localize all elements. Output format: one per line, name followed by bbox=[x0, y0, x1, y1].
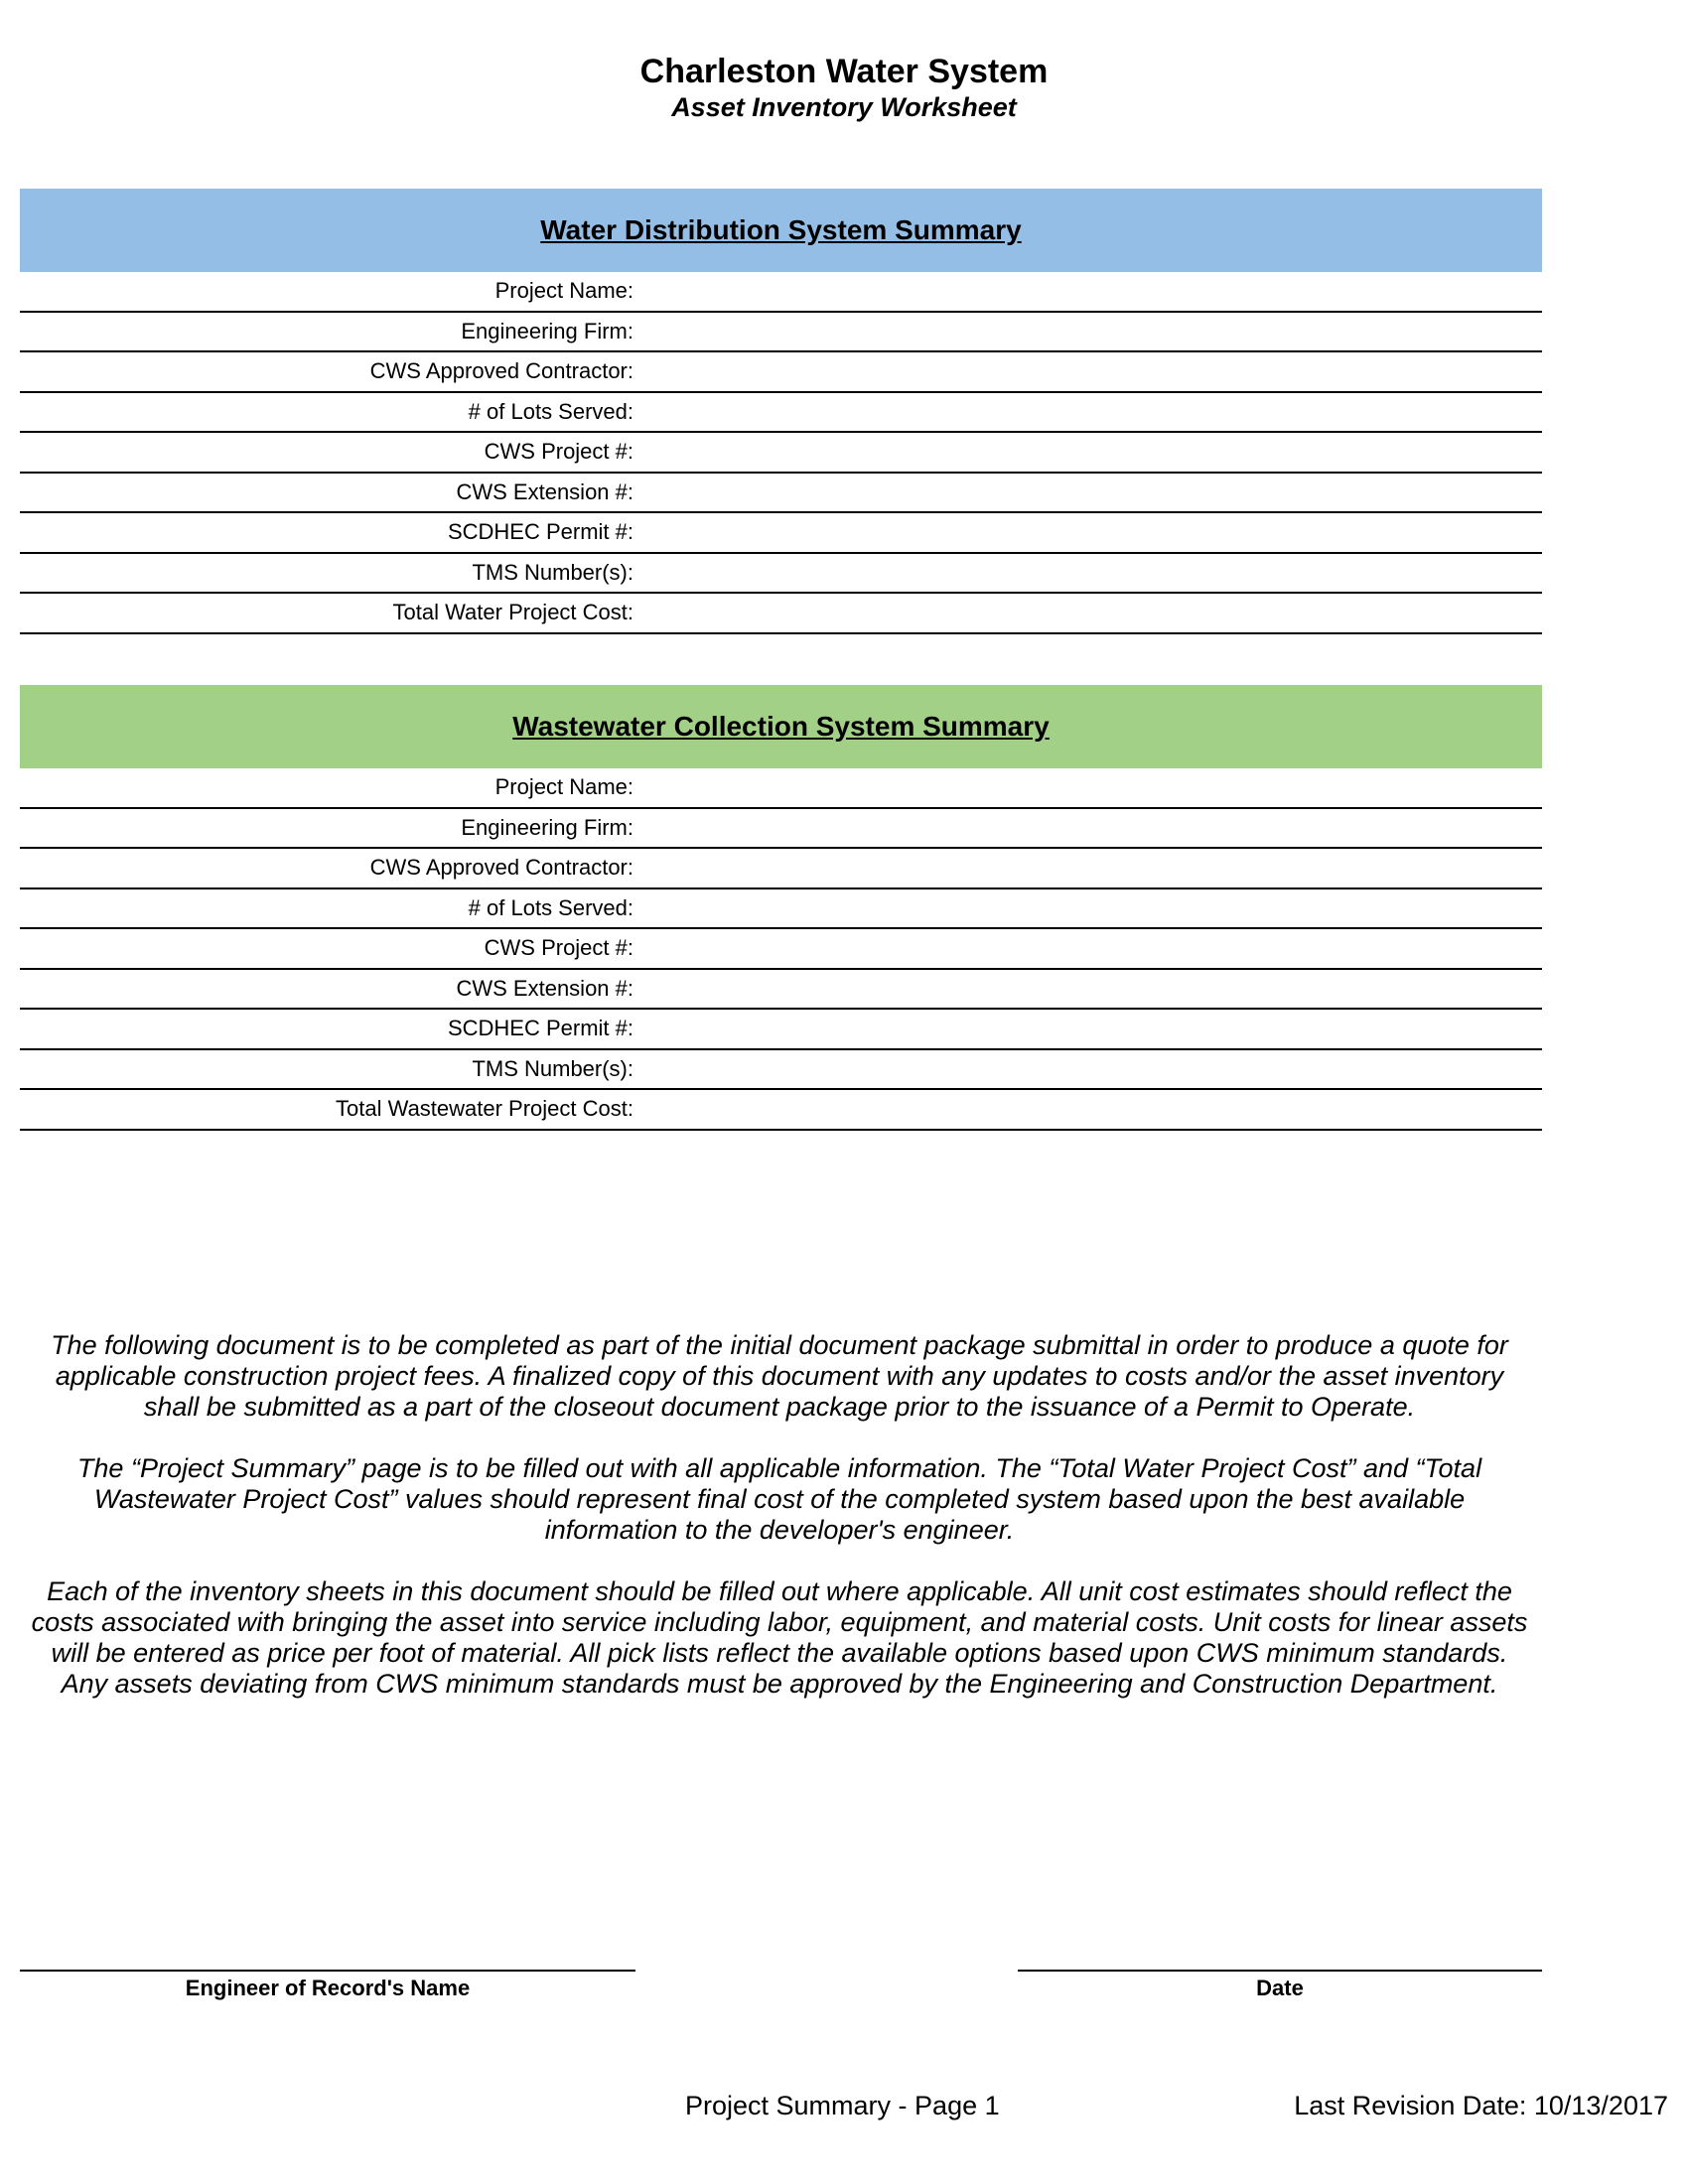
wastewater-field-label: SCDHEC Permit #: bbox=[447, 1016, 633, 1041]
wastewater-field-input[interactable] bbox=[633, 929, 1542, 968]
wastewater-field-input[interactable] bbox=[633, 889, 1542, 928]
footer-revision-date: Last Revision Date: 10/13/2017 bbox=[1294, 2091, 1668, 2120]
water-field-label: TMS Number(s): bbox=[472, 559, 633, 585]
water-field-input[interactable] bbox=[633, 352, 1542, 391]
wastewater-field-label: CWS Extension #: bbox=[456, 975, 633, 1001]
wastewater-field-input[interactable] bbox=[633, 1050, 1542, 1089]
wastewater-field-label: CWS Approved Contractor: bbox=[369, 855, 633, 881]
wastewater-field-row bbox=[20, 809, 1542, 850]
water-field-label: Engineering Firm: bbox=[461, 318, 633, 343]
document-title: Charleston Water System bbox=[639, 53, 1049, 90]
wastewater-field-input[interactable] bbox=[633, 970, 1542, 1009]
wastewater-summary-section bbox=[20, 685, 1542, 1131]
water-field-input[interactable] bbox=[633, 554, 1542, 593]
wastewater-field-row bbox=[20, 1090, 1542, 1131]
date-signature-line[interactable] bbox=[1018, 1970, 1542, 1972]
water-field-input[interactable] bbox=[633, 433, 1542, 472]
wastewater-field-row bbox=[20, 1050, 1542, 1091]
wastewater-field-input[interactable] bbox=[633, 809, 1542, 848]
water-field-row bbox=[20, 474, 1542, 514]
wastewater-field-row bbox=[20, 929, 1542, 970]
water-field-label: CWS Approved Contractor: bbox=[369, 358, 633, 384]
wastewater-field-label: CWS Project #: bbox=[484, 935, 633, 961]
water-summary-section bbox=[20, 189, 1542, 634]
water-field-label: # of Lots Served: bbox=[468, 398, 633, 424]
water-field-input[interactable] bbox=[633, 513, 1542, 552]
wastewater-summary-fields bbox=[20, 768, 1542, 1131]
wastewater-field-row bbox=[20, 768, 1542, 809]
document-header bbox=[0, 52, 1688, 123]
water-field-row bbox=[20, 554, 1542, 595]
instructions-paragraph: The following document is to be completed as part of the initial document package submittal in order to produce a quote for applicable construction project fees. A finalized copy of this document with any updates to costs and/or the asset inventory shall be submitted as a part of the closeout document package prior to the issuance of a Permit to Operate. bbox=[51, 1330, 1508, 1422]
water-field-row bbox=[20, 352, 1542, 393]
water-field-input[interactable] bbox=[633, 272, 1542, 311]
instructions-paragraph: The “Project Summary” page is to be filled out with all applicable information. The “Total Water Project Cost” and “Total Wastewater Project Cost” values should represent final cost of the completed system based upon the best available information to the developer's engineer. bbox=[76, 1453, 1482, 1545]
wastewater-field-label: Project Name: bbox=[494, 774, 633, 800]
water-field-input[interactable] bbox=[633, 313, 1542, 351]
water-summary-heading: Water Distribution System Summary bbox=[20, 189, 1542, 272]
document-subtitle: Asset Inventory Worksheet bbox=[671, 92, 1017, 122]
water-field-row bbox=[20, 594, 1542, 634]
water-field-row bbox=[20, 393, 1542, 434]
water-field-row bbox=[20, 433, 1542, 474]
wastewater-field-label: # of Lots Served: bbox=[468, 894, 633, 920]
date-label: Date bbox=[1256, 1976, 1304, 2000]
instructions-text bbox=[30, 1330, 1529, 1730]
water-field-label: Total Water Project Cost: bbox=[392, 600, 633, 625]
water-field-label: Project Name: bbox=[494, 278, 633, 304]
water-field-row bbox=[20, 272, 1542, 313]
wastewater-field-input[interactable] bbox=[633, 1090, 1542, 1129]
water-field-row bbox=[20, 513, 1542, 554]
water-field-input[interactable] bbox=[633, 393, 1542, 432]
wastewater-field-input[interactable] bbox=[633, 1010, 1542, 1048]
wastewater-field-label: TMS Number(s): bbox=[472, 1055, 633, 1081]
instructions-paragraph: Each of the inventory sheets in this document should be filled out where applicable. All unit cost estimates should reflect the costs associated with bringing the asset into service including labor, equipment, and material costs. Unit costs for linear assets will be entered as price per foot of material. All pick lists reflect the available options based upon CWS minimum standards. Any assets deviating from CWS minimum standards must be approved by the Engineering and Construction Department. bbox=[31, 1576, 1528, 1699]
wastewater-field-input[interactable] bbox=[633, 849, 1542, 887]
footer-page-number: Project Summary - Page 1 bbox=[685, 2091, 1000, 2120]
water-field-label: SCDHEC Permit #: bbox=[447, 519, 633, 545]
wastewater-field-row bbox=[20, 849, 1542, 889]
engineer-signature-line[interactable] bbox=[20, 1970, 635, 1972]
wastewater-field-label: Engineering Firm: bbox=[461, 814, 633, 840]
wastewater-field-row bbox=[20, 970, 1542, 1011]
water-field-input[interactable] bbox=[633, 594, 1542, 632]
engineer-name-label: Engineer of Record's Name bbox=[185, 1976, 471, 2000]
wastewater-field-label: Total Wastewater Project Cost: bbox=[336, 1096, 633, 1122]
water-summary-fields bbox=[20, 272, 1542, 634]
water-field-input[interactable] bbox=[633, 474, 1542, 512]
wastewater-summary-heading: Wastewater Collection System Summary bbox=[20, 685, 1542, 768]
wastewater-field-row bbox=[20, 889, 1542, 930]
wastewater-field-input[interactable] bbox=[633, 768, 1542, 807]
water-field-label: CWS Extension #: bbox=[456, 478, 633, 504]
wastewater-field-row bbox=[20, 1010, 1542, 1050]
water-field-label: CWS Project #: bbox=[484, 439, 633, 465]
water-field-row bbox=[20, 313, 1542, 353]
